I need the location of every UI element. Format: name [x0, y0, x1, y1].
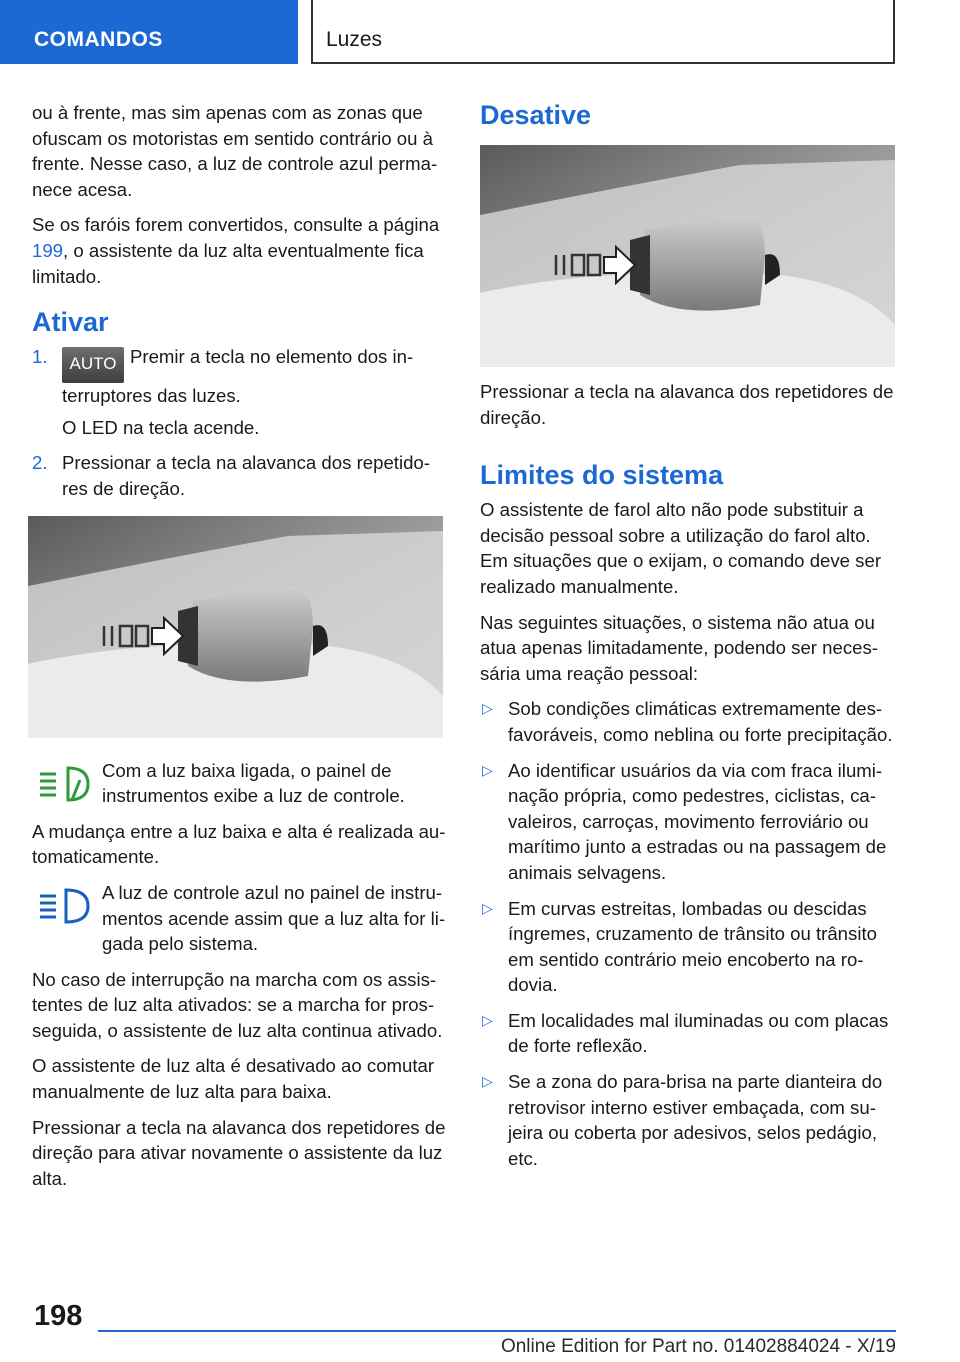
step-number: 2.	[32, 452, 48, 474]
paragraph-intro: ou à frente, mas sim apenas com as zonas que ofuscam os motoristas em sentido contrário ou à frente. Nesse caso, a luz de controle azul permanece acesa.	[32, 102, 438, 200]
auto-key-icon: AUTO	[62, 347, 124, 383]
left-column	[32, 100, 446, 1201]
limitations-list	[480, 696, 896, 1171]
lever-illustration	[480, 145, 895, 367]
bullet-triangle-icon: ▷	[482, 1073, 493, 1090]
list-item: ▷ Em curvas estreitas, lombadas ou descidas íngremes, cruzamento de trânsito ou trânsito em sentido contrário meio encoberto na rodovia.	[482, 897, 877, 996]
figure-caption: Pressionar a tecla na alavanca dos repetidores de direção.	[480, 381, 894, 428]
heading-ativar: Ativar	[32, 307, 109, 338]
paragraph-switching: A mudança entre a luz baixa e alta é realizada automaticamente.	[32, 820, 446, 868]
activation-steps	[32, 344, 446, 501]
heading-desative: Desative	[480, 100, 592, 130]
note-text: A luz de controle azul no painel de instrumentos acende assim que a luz alta for ligada pelo sistema.	[102, 881, 446, 955]
footer-divider	[98, 1330, 896, 1332]
paragraph-reference: Se os faróis forem convertidos, consulte a página 199, o assistente da luz alta eventualmente fica limitado.	[32, 214, 440, 287]
step-text: Premir a tecla no elemento dos interruptores das luzes.	[62, 346, 414, 407]
note-high-beam	[32, 880, 446, 957]
chapter-title: Luzes	[311, 0, 895, 64]
page-link-199[interactable]: 199	[32, 239, 64, 261]
bullet-triangle-icon: ▷	[482, 761, 493, 778]
step-2	[32, 450, 446, 501]
page-number: 198	[34, 1300, 83, 1332]
step-subtext: O LED na tecla acende.	[62, 416, 260, 438]
paragraph-limits-intro: O assistente de farol alto não pode substituir a decisão pessoal sobre a utilização do farol alto. Em situações que o exijam, o comando deve ser realizado manualmente.	[480, 499, 882, 597]
list-item: ▷ Sob condições climáticas extremamente desfavoráveis, como neblina ou forte precipitação.	[482, 698, 893, 745]
low-beam-indicator-icon	[38, 764, 90, 809]
paragraph-interruption: No caso de interrupção na marcha com os assistentes de luz alta ativados: se a marcha for prosseguida, o assistente de luz alta continua ativado.	[32, 968, 443, 1041]
lever-illustration	[28, 516, 443, 738]
list-item: ▷ Ao identificar usuários da via com fraca iluminação própria, como pedestres, ciclistas, cavaleiros, carroças, movimento ferroviário ou marítimo junto a estradas ou na passagem de animais selvagens.	[482, 759, 887, 883]
step-number: 1.	[32, 346, 48, 368]
note-low-beam	[32, 758, 446, 809]
section-tab: COMANDOS	[0, 0, 298, 64]
bullet-triangle-icon: ▷	[482, 1011, 493, 1028]
paragraph-limits-situations: Nas seguintes situações, o sistema não atua ou atua apenas limitadamente, podendo ser necessária uma reação pessoal:	[480, 611, 878, 684]
edition-info: Online Edition for Part no. 01402884024 - X/19	[500, 1336, 896, 1357]
figure-turn-signal-lever-deactivate	[480, 145, 895, 367]
note-text: Com a luz baixa ligada, o painel de instrumentos exibe a luz de controle.	[102, 759, 405, 807]
paragraph-deactivation: O assistente de luz alta é desativado ao comutar manualmente de luz alta para baixa.	[32, 1055, 435, 1103]
bullet-triangle-icon: ▷	[482, 899, 493, 916]
step-text: Pressionar a tecla na alavanca dos repetidores de direção.	[62, 452, 430, 499]
list-item: ▷ Se a zona do para-brisa na parte dianteira do retrovisor interno estiver embaçada, com sujeira ou coberta por adesivos, selos pedágio, etc.	[482, 1071, 883, 1169]
bullet-triangle-icon: ▷	[482, 700, 493, 717]
list-item: ▷ Em localidades mal iluminadas ou com placas de forte reflexão.	[482, 1009, 889, 1057]
step-1	[32, 344, 446, 440]
paragraph-reactivation: Pressionar a tecla na alavanca dos repetidores de direção para ativar novamente o assistente da luz alta.	[32, 1116, 446, 1189]
heading-limites: Limites do sistema	[480, 460, 724, 491]
high-beam-indicator-icon	[38, 886, 90, 931]
right-column	[480, 100, 896, 1181]
figure-turn-signal-lever	[28, 516, 443, 738]
